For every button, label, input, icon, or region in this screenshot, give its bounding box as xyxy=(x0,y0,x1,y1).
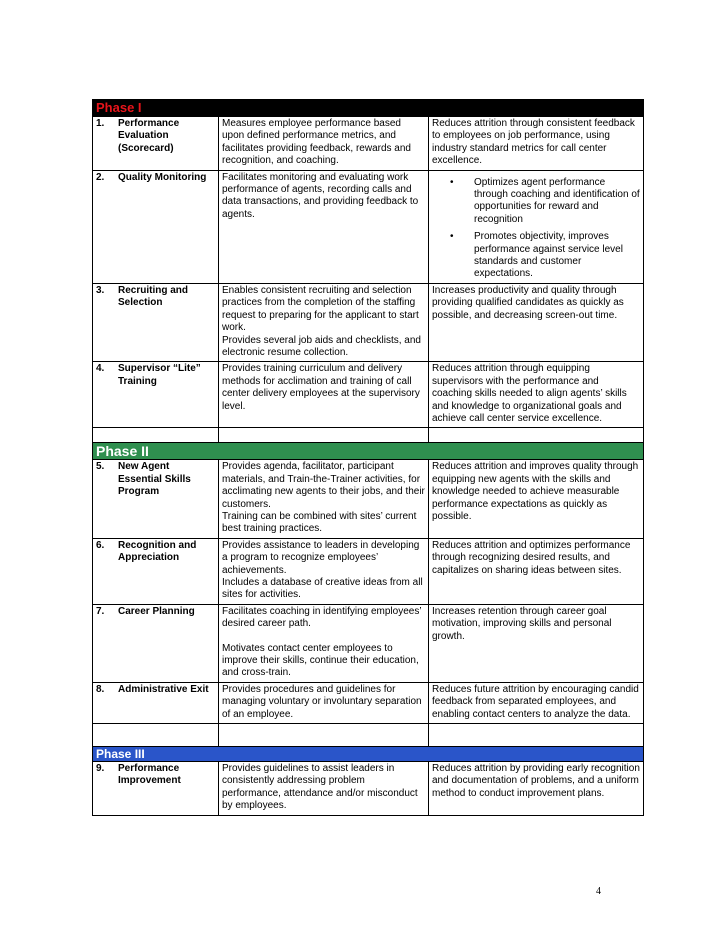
benefit-cell: Reduces future attrition by encouraging candid feedback from separated employees, and enabling contact centers to analyze the data. xyxy=(429,682,644,723)
list-item: • Optimizes agent performance through coaching and identification of opportunities for reward and recognition xyxy=(474,177,640,227)
benefit-cell: Reduces attrition and improves quality through equipping new agents with the skills and knowledge needed to achieve measurable performance expectations as quickly as possible. xyxy=(429,460,644,538)
program-table xyxy=(92,99,644,816)
phase-header xyxy=(93,100,644,117)
spacer-row xyxy=(93,428,644,443)
benefit-cell: Reduces attrition by providing early recognition and documentation of problems, and a uniform method to conduct improvement plans. xyxy=(429,762,644,816)
table-row xyxy=(93,762,644,816)
benefit-cell xyxy=(429,170,644,283)
program-name: Administrative Exit xyxy=(118,683,209,695)
row-number: 7. xyxy=(96,605,105,617)
description-text: Provides agenda, facilitator, participant materials, and Train-the-Trainer activities, for acclimating new agents to their jobs, and their customers. xyxy=(222,461,425,510)
spacer-row xyxy=(93,724,644,747)
program-name: New Agent Essential Skills Program xyxy=(118,461,191,498)
program-name-cell xyxy=(93,283,219,361)
phase-label: Phase II xyxy=(93,443,644,460)
program-name-cell xyxy=(93,604,219,682)
row-number: 4. xyxy=(96,363,105,375)
phase-header xyxy=(93,747,644,762)
description-text: Provides assistance to leaders in developing a program to recognize employees’ achievements. xyxy=(222,539,420,576)
row-number: 3. xyxy=(96,284,105,296)
program-name-cell xyxy=(93,460,219,538)
row-number: 5. xyxy=(96,461,105,473)
page-number: 4 xyxy=(596,886,601,897)
description-cell: Provides training curriculum and delivery methods for acclimation and training of call center delivery employees at the supervisory level. xyxy=(219,362,429,428)
phase-label: Phase I xyxy=(93,100,644,117)
description-text: Motivates contact center employees to improve their skills, continue their education, and cross-train. xyxy=(222,642,419,679)
row-number: 2. xyxy=(96,171,105,183)
benefit-list xyxy=(432,177,640,281)
phase-label: Phase III xyxy=(93,747,644,762)
program-name: Career Planning xyxy=(118,605,195,617)
program-name: Recruiting and Selection xyxy=(118,284,189,309)
list-item: • Promotes objectivity, improves performance against service level standards and customer expectations. xyxy=(474,231,640,281)
program-name-cell xyxy=(93,362,219,428)
description-text: Training can be combined with sites’ current best training practices. xyxy=(222,510,417,535)
program-name: Quality Monitoring xyxy=(118,171,207,183)
program-name: Supervisor “Lite” Training xyxy=(118,363,201,387)
table-row xyxy=(93,682,644,723)
row-number: 6. xyxy=(96,539,105,551)
table-row xyxy=(93,460,644,538)
description-cell: Provides guidelines to assist leaders in consistently addressing problem performance, attendance and/or misconduct by employees. xyxy=(219,762,429,816)
table-row xyxy=(93,283,644,361)
program-name-cell xyxy=(93,682,219,723)
table-row xyxy=(93,362,644,428)
description-cell xyxy=(219,538,429,604)
benefit-cell: Reduces attrition through equipping supervisors with the performance and coaching skills needed to align agents’ skills and knowledge to organizational goals and achieve call center service excellence. xyxy=(429,362,644,428)
description-text: Enables consistent recruiting and selection practices from the completion of the staffing request to preparing for the applicant to start work. xyxy=(222,284,419,334)
benefit-cell: Reduces attrition through consistent feedback to employees on job performance, using industry standard metrics for call center excellence. xyxy=(429,117,644,171)
benefit-cell: Reduces attrition and optimizes performance through recognizing desired results, and capitalizes on sharing ideas between sites. xyxy=(429,538,644,604)
program-name-cell xyxy=(93,762,219,816)
table-row xyxy=(93,117,644,171)
description-text: Facilitates coaching in identifying employees’ desired career path. xyxy=(222,605,422,630)
table-row xyxy=(93,538,644,604)
benefit-cell: Increases retention through career goal motivation, improving skills and personal growth. xyxy=(429,604,644,682)
benefit-cell: Increases productivity and quality through providing qualified candidates as quickly as possible, and decreasing screen-out time. xyxy=(429,283,644,361)
phase-header xyxy=(93,443,644,460)
program-name-cell xyxy=(93,170,219,283)
description-cell xyxy=(219,283,429,361)
description-cell: Provides procedures and guidelines for managing voluntary or involuntary separation of an employee. xyxy=(219,682,429,723)
description-text: Provides several job aids and checklists, and electronic resume collection. xyxy=(222,334,421,358)
row-number: 1. xyxy=(96,118,105,129)
description-text: Includes a database of creative ideas from all sites for activities. xyxy=(222,577,423,601)
table-row xyxy=(93,604,644,682)
row-number: 8. xyxy=(96,683,105,695)
description-cell xyxy=(219,604,429,682)
description-cell: Measures employee performance based upon defined performance metrics, and facilitates providing feedback, rewards and recognition, and coaching. xyxy=(219,117,429,171)
row-number: 9. xyxy=(96,763,105,775)
program-name: Performance Improvement xyxy=(118,763,181,787)
table-row xyxy=(93,170,644,283)
program-name-cell xyxy=(93,117,219,171)
program-name-cell xyxy=(93,538,219,604)
description-cell: Facilitates monitoring and evaluating work performance of agents, recording calls and data transactions, and providing feedback to agents. xyxy=(219,170,429,283)
program-name: Recognition and Appreciation xyxy=(118,539,197,564)
description-cell xyxy=(219,460,429,538)
program-name: Performance Evaluation (Scorecard) xyxy=(118,118,180,154)
